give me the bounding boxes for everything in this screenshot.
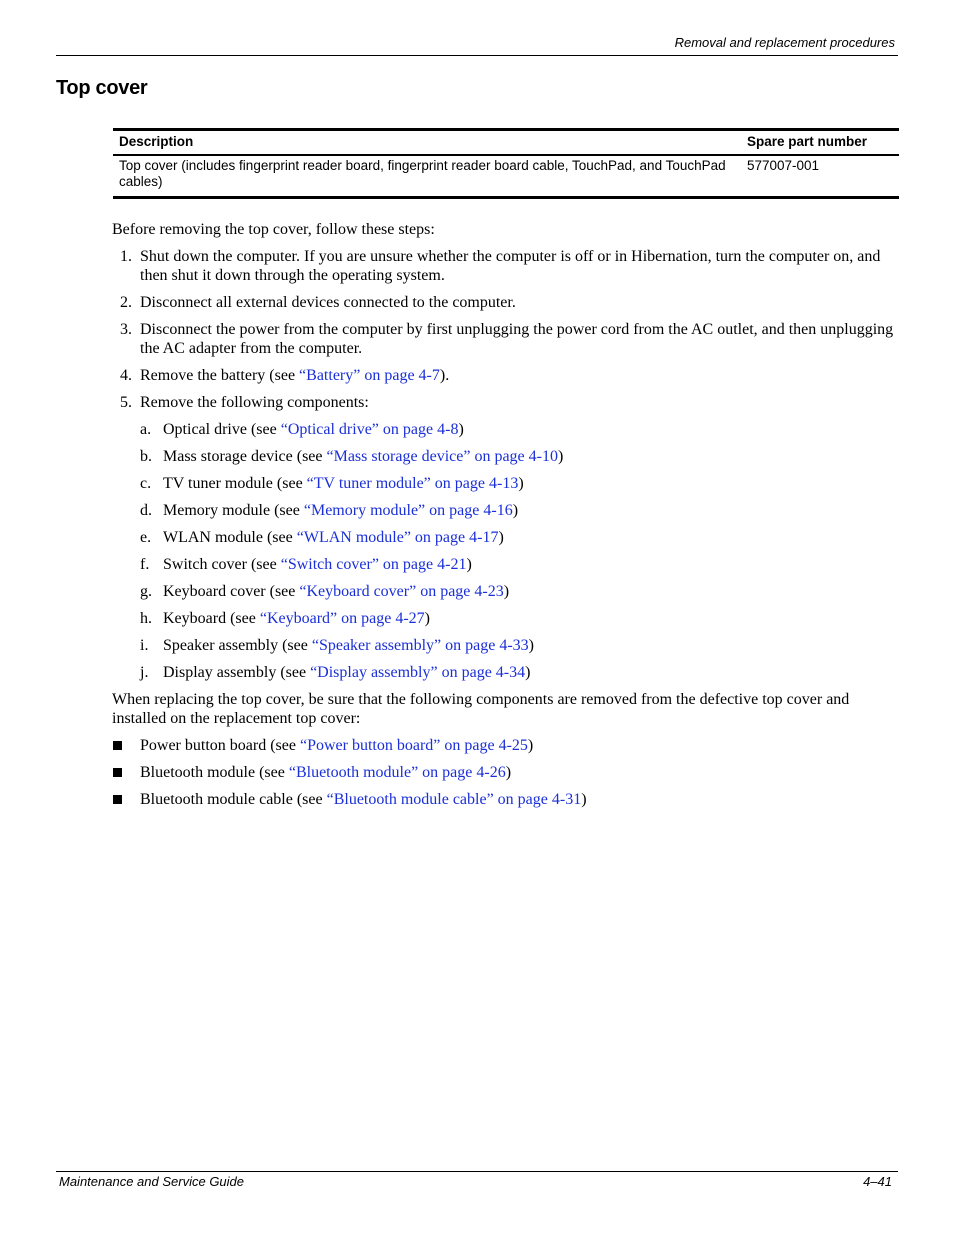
component-text: Memory module (see xyxy=(163,502,304,519)
component-text: Keyboard (see xyxy=(163,610,260,627)
component-item-switch-cover xyxy=(112,555,899,574)
step-item xyxy=(112,247,899,285)
component-item-optical-drive xyxy=(112,420,899,439)
bullet-item-bluetooth-module xyxy=(112,763,899,782)
step-text-prefix: Remove the battery (see xyxy=(140,367,300,384)
bullet-close: ) xyxy=(581,791,587,808)
component-text: Switch cover (see xyxy=(163,556,281,573)
memory-module-link[interactable]: “Memory module” on page 4-16 xyxy=(303,502,513,519)
component-text: TV tuner module (see xyxy=(163,475,307,492)
component-item-tv-tuner xyxy=(112,474,899,493)
keyboard-link[interactable]: “Keyboard” on page 4-27 xyxy=(259,610,425,627)
bullet-text: Bluetooth module cable (see xyxy=(140,791,327,808)
step-text: Shut down the computer. If you are unsure whether the computer is off or in Hibernation, turn the computer on, and then shut it down through the operating system. xyxy=(140,248,881,284)
component-letter: g. xyxy=(140,583,152,600)
display-assembly-link[interactable]: “Display assembly” on page 4-34 xyxy=(310,664,526,681)
bluetooth-module-cable-link[interactable]: “Bluetooth module cable” on page 4-31 xyxy=(326,791,582,808)
step-number: 2. xyxy=(120,294,132,311)
component-text: Speaker assembly (see xyxy=(163,637,312,654)
section-title: Top cover xyxy=(56,77,148,99)
step-item xyxy=(112,293,899,312)
cell-part-number: 577007-001 xyxy=(741,155,899,198)
component-close: ) xyxy=(518,475,524,492)
bluetooth-module-link[interactable]: “Bluetooth module” on page 4-26 xyxy=(288,764,506,781)
step-number: 1. xyxy=(120,248,132,265)
bullet-item-bluetooth-module-cable xyxy=(112,790,899,809)
bullet-text: Bluetooth module (see xyxy=(140,764,289,781)
optical-drive-link[interactable]: “Optical drive” on page 4-8 xyxy=(280,421,459,438)
replacing-paragraph: When replacing the top cover, be sure that the following components are removed from the defective top cover and installed on the replacement top cover: xyxy=(112,691,850,727)
component-letter: j. xyxy=(140,664,149,681)
component-close: ) xyxy=(557,448,564,465)
component-item-keyboard xyxy=(112,609,899,628)
component-close: ) xyxy=(528,637,534,654)
step-number: 3. xyxy=(120,321,132,338)
component-item-display-assembly xyxy=(112,663,899,682)
component-close: ) xyxy=(466,556,472,573)
component-text: WLAN module (see xyxy=(163,529,297,546)
bullet-close: ) xyxy=(505,764,512,781)
step-number: 4. xyxy=(120,367,132,384)
component-close: ) xyxy=(424,610,430,627)
page-number: 4–41 xyxy=(863,1174,892,1189)
step-item xyxy=(112,366,899,385)
step-item xyxy=(112,393,899,412)
component-text: Display assembly (see xyxy=(163,664,311,681)
speaker-assembly-link[interactable]: “Speaker assembly” on page 4-33 xyxy=(311,637,529,654)
component-close: ) xyxy=(512,502,519,519)
component-letter: a. xyxy=(140,421,152,438)
tv-tuner-link[interactable]: “TV tuner module” on page 4-13 xyxy=(306,475,519,492)
component-letter: c. xyxy=(140,475,152,492)
intro-paragraph: Before removing the top cover, follow these steps: xyxy=(112,221,435,238)
table-header-row xyxy=(113,130,899,156)
square-bullet-icon xyxy=(113,768,122,777)
footer-guide-title: Maintenance and Service Guide xyxy=(59,1174,245,1189)
power-button-board-link[interactable]: “Power button board” on page 4-25 xyxy=(299,737,528,754)
component-item-wlan-module xyxy=(112,528,899,547)
bullet-close: ) xyxy=(527,737,534,754)
step-text: Disconnect all external devices connected to the computer. xyxy=(140,294,516,311)
header-rule xyxy=(56,55,898,56)
wlan-module-link[interactable]: “WLAN module” on page 4-17 xyxy=(296,529,499,546)
component-close: ) xyxy=(525,664,531,681)
component-item-mass-storage xyxy=(112,447,899,466)
component-text: Keyboard cover (see xyxy=(163,583,300,600)
column-header-description: Description xyxy=(113,130,741,156)
square-bullet-icon xyxy=(113,795,122,804)
step-text: Disconnect the power from the computer by first unplugging the power cord from the AC outlet, and then unplugging the AC adapter from the computer. xyxy=(140,321,894,357)
body-content xyxy=(112,220,899,817)
column-header-part-number: Spare part number xyxy=(741,130,899,156)
component-text: Optical drive (see xyxy=(163,421,281,438)
keyboard-cover-link[interactable]: “Keyboard cover” on page 4-23 xyxy=(299,583,504,600)
footer-rule xyxy=(56,1171,898,1172)
component-letter: b. xyxy=(140,448,152,465)
component-close: ) xyxy=(458,421,464,438)
component-close: ) xyxy=(498,529,504,546)
switch-cover-link[interactable]: “Switch cover” on page 4-21 xyxy=(280,556,467,573)
mass-storage-link[interactable]: “Mass storage device” on page 4-10 xyxy=(326,448,558,465)
component-close: ) xyxy=(503,583,510,600)
component-letter: i. xyxy=(140,637,149,654)
step-text-suffix: ). xyxy=(439,367,450,384)
table-row xyxy=(113,155,899,198)
component-text: Mass storage device (see xyxy=(163,448,327,465)
component-letter: h. xyxy=(140,610,152,627)
cell-description: Top cover (includes fingerprint reader board, fingerprint reader board cable, TouchPad, and TouchPad cables) xyxy=(113,155,741,198)
step-number: 5. xyxy=(120,394,132,411)
component-item-keyboard-cover xyxy=(112,582,899,601)
bullet-item-power-button-board xyxy=(112,736,899,755)
component-item-speaker-assembly xyxy=(112,636,899,655)
step-item xyxy=(112,320,899,358)
step-text: Remove the following components: xyxy=(140,394,369,411)
battery-link[interactable]: “Battery” on page 4-7 xyxy=(299,367,440,384)
component-letter: e. xyxy=(140,529,152,546)
square-bullet-icon xyxy=(113,741,122,750)
component-item-memory-module xyxy=(112,501,899,520)
component-letter: d. xyxy=(140,502,152,519)
component-letter: f. xyxy=(140,556,150,573)
bullet-text: Power button board (see xyxy=(140,737,300,754)
spare-parts-table xyxy=(113,128,899,199)
running-header: Removal and replacement procedures xyxy=(674,35,895,50)
